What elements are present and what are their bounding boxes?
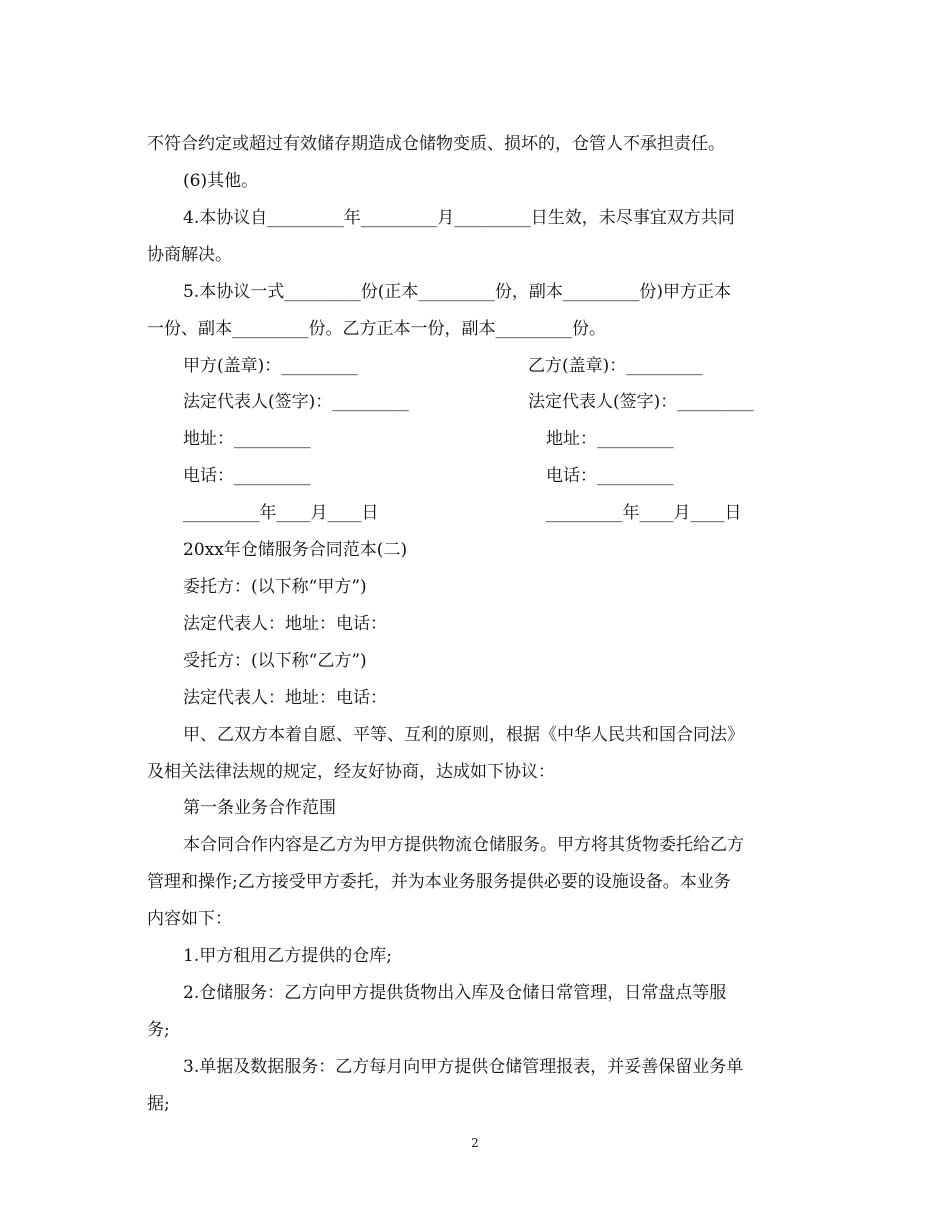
party-b-representative: 法定代表人(签字)：_________	[528, 392, 754, 412]
text-line: (6)其他。	[183, 171, 259, 191]
text-line: 务;	[147, 1020, 170, 1040]
text-line: 及相关法律法规的规定，经友好协商，达成如下协议：	[147, 762, 555, 782]
party-b-address: 地址：_________	[546, 429, 674, 449]
party-a-seal: 甲方(盖章)：_________	[183, 356, 358, 376]
text-line: 管理和操作;乙方接受甲方委托，并为本业务服务提供必要的设施设备。本业务	[147, 872, 731, 892]
party-b-date: _________年____月____日	[546, 503, 742, 523]
text-line: 法定代表人：地址：电话：	[183, 688, 387, 708]
text-line: 5.本协议一式_________份(正本_________份，副本_________份)甲方正本	[183, 282, 731, 302]
party-a-phone: 电话：_________	[183, 466, 311, 486]
text-line: 不符合约定或超过有效储存期造成仓储物变质、损坏的，仓管人不承担责任。	[147, 134, 725, 154]
text-line: 法定代表人：地址：电话：	[183, 614, 387, 634]
list-item: 2.仓储服务：乙方向甲方提供货物出入库及仓储日常管理，日常盘点等服	[183, 983, 727, 1003]
party-b-phone: 电话：_________	[546, 466, 674, 486]
text-line: 内容如下：	[147, 909, 232, 929]
text-line: 4.本协议自_________年_________月_________日生效，未尽事宜双方共同	[183, 208, 735, 228]
party-a-address: 地址：_________	[183, 429, 311, 449]
text-line: 据;	[147, 1094, 170, 1114]
page-number: 2	[471, 1136, 479, 1150]
text-line: 协商解决。	[147, 245, 232, 265]
text-line: 甲、乙双方本着自愿、平等、互利的原则，根据《中华人民共和国合同法》	[183, 725, 744, 745]
list-item: 3.单据及数据服务：乙方每月向甲方提供仓储管理报表，并妥善保留业务单	[183, 1057, 744, 1077]
list-item: 1.甲方租用乙方提供的仓库;	[183, 946, 392, 966]
text-line: 一份、副本_________份。乙方正本一份，副本_________份。	[147, 319, 606, 339]
text-line: 受托方：(以下称“乙方”)	[183, 651, 367, 671]
party-b-seal: 乙方(盖章)：_________	[528, 356, 703, 376]
article-heading: 第一条业务合作范围	[183, 798, 336, 818]
text-line: 委托方：(以下称“甲方”)	[183, 577, 367, 597]
section-title: 20xx年仓储服务合同范本(二)	[183, 540, 408, 560]
party-a-representative: 法定代表人(签字)：_________	[183, 392, 409, 412]
text-line: 本合同合作内容是乙方为甲方提供物流仓储服务。甲方将其货物委托给乙方	[183, 835, 744, 855]
party-a-date: _________年____月____日	[183, 503, 379, 523]
